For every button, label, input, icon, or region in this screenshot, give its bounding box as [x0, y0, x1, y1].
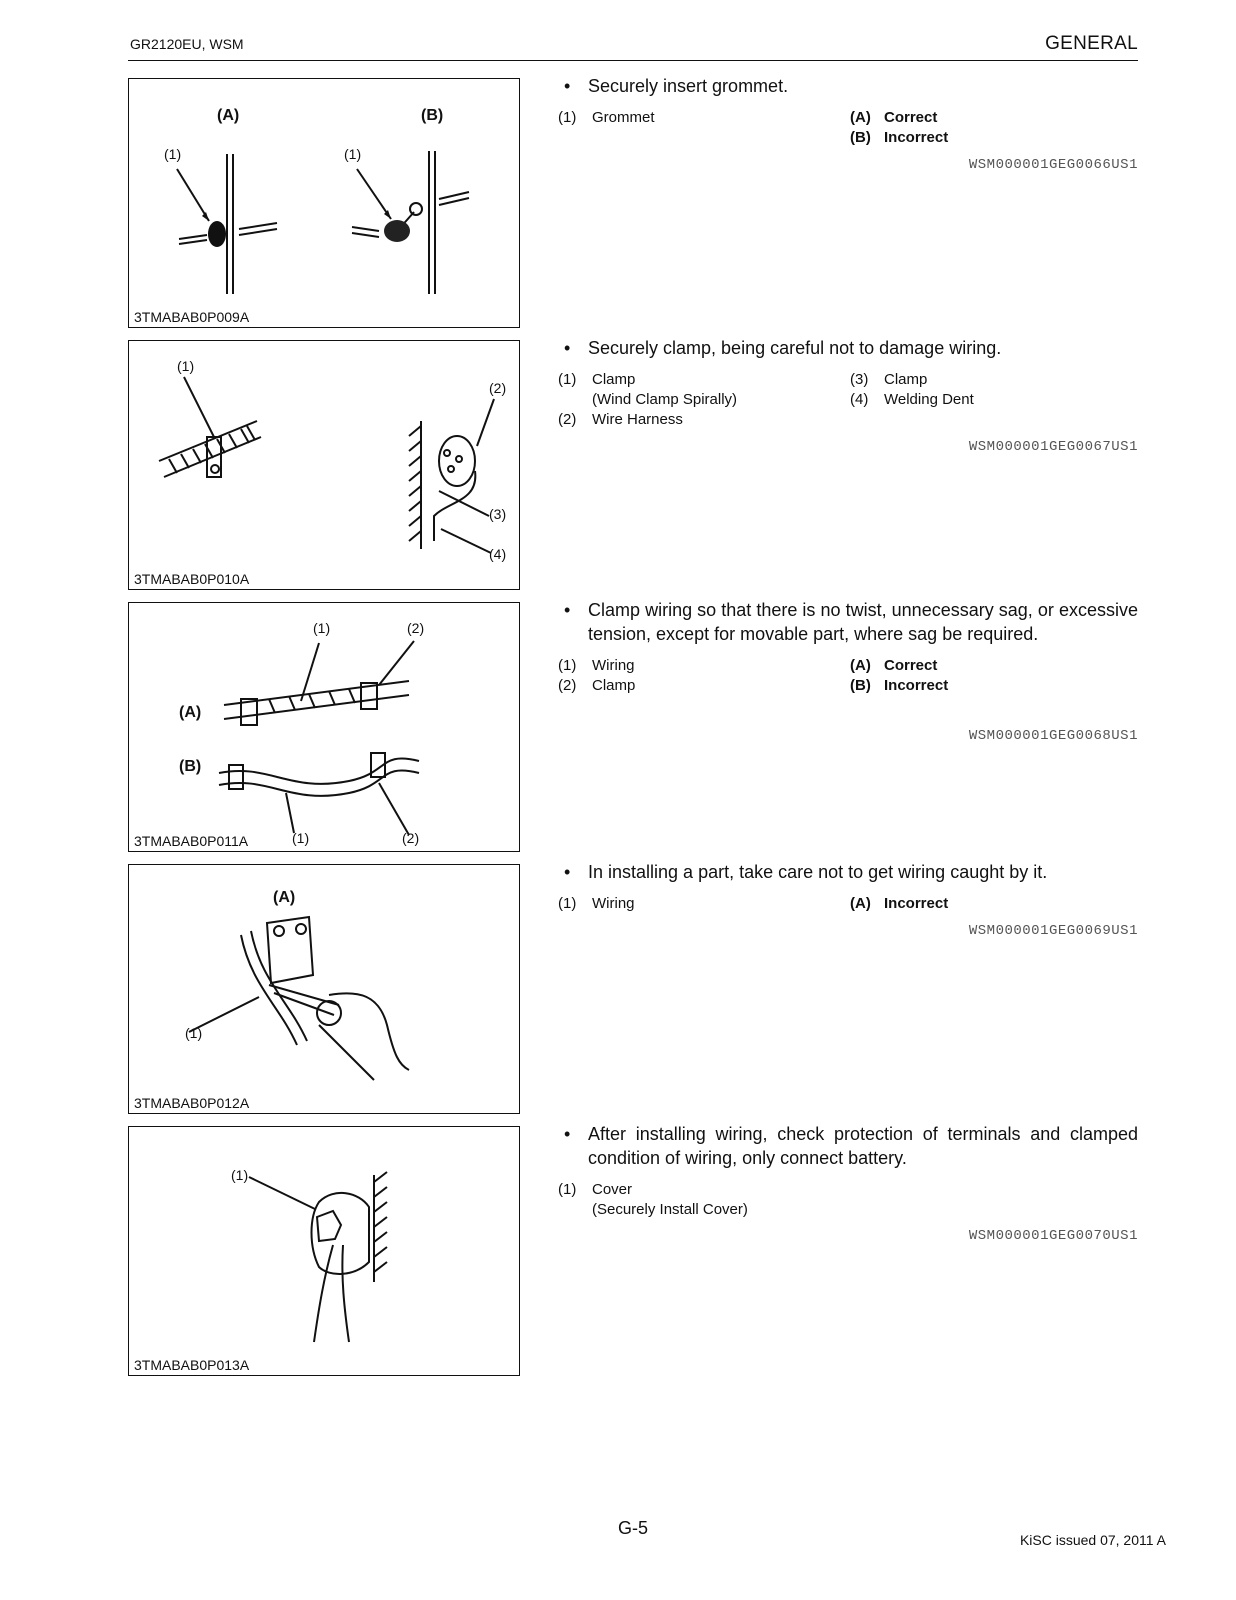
- grommet-illustration: [129, 79, 518, 326]
- fig2-label-4: (4): [489, 546, 507, 562]
- item-letter: (A): [850, 109, 871, 126]
- fig4-label-1: (1): [185, 1025, 203, 1041]
- fig1-label-1a: (1): [164, 146, 182, 162]
- fig3-label-b: (B): [179, 758, 202, 775]
- item-text: Clamp: [592, 371, 636, 388]
- item-text: Correct: [884, 657, 938, 674]
- instruction-caught: [558, 860, 1138, 939]
- fig4-label-a: (A): [273, 889, 296, 906]
- item-number: (4): [850, 391, 869, 408]
- header-rule: [128, 60, 1138, 61]
- doc-code: WSM000001GEG0066US1: [968, 157, 1138, 173]
- figure-grommet: [128, 78, 520, 328]
- item-number: [558, 390, 592, 410]
- figure-code: 3TMABAB0P013A: [134, 1357, 250, 1373]
- item-number: (2): [558, 411, 577, 428]
- figure-code: 3TMABAB0P011A: [134, 833, 249, 849]
- fig3-label-1-bottom: (1): [292, 830, 310, 846]
- instruction-grommet: [558, 74, 1138, 173]
- figure-terminal-cover: [128, 1126, 520, 1376]
- item-number: [558, 1200, 592, 1220]
- instruction-clamp: [558, 336, 1138, 455]
- item-text: Clamp: [592, 677, 636, 694]
- figure-code: 3TMABAB0P009A: [134, 309, 250, 325]
- legend: [558, 1180, 1138, 1220]
- bullet-text: After installing wiring, check protection of terminals and clamped condition of wiring, only connect battery.: [588, 1124, 1138, 1168]
- fig3-label-1: (1): [313, 620, 331, 636]
- fig2-label-2: (2): [489, 380, 507, 396]
- fig1-label-b: (B): [421, 107, 444, 124]
- legend: [558, 894, 1138, 914]
- item-letter: (B): [850, 129, 871, 146]
- fig2-label-1: (1): [177, 358, 195, 374]
- fig1-label-1b: (1): [344, 146, 362, 162]
- page-number: G-5: [618, 1518, 649, 1538]
- item-letter: (A): [850, 895, 871, 912]
- bullet-dot: •: [564, 76, 571, 96]
- legend: [558, 108, 1138, 148]
- instruction-sag: [558, 598, 1138, 744]
- fig3-label-a: (A): [179, 704, 202, 721]
- item-text: Wiring: [592, 657, 635, 674]
- item-text: Cover: [592, 1181, 633, 1198]
- sag-illustration: [129, 603, 518, 850]
- legend: [558, 370, 1138, 430]
- item-text: Correct: [884, 109, 938, 126]
- item-text: Incorrect: [884, 677, 949, 694]
- fig5-label-1: (1): [231, 1167, 249, 1183]
- figure-caught-wiring: [128, 864, 520, 1114]
- bullet-text: Clamp wiring so that there is no twist, unnecessary sag, or excessive tension, except for movable part, where sag be required.: [588, 600, 1138, 644]
- item-number: (1): [558, 109, 577, 126]
- header-section: GENERAL: [1045, 33, 1138, 54]
- item-text: Welding Dent: [884, 391, 974, 408]
- bullet-dot: •: [564, 600, 571, 620]
- item-text: Wire Harness: [592, 411, 683, 428]
- fig2-label-3: (3): [489, 506, 507, 522]
- item-text: (Wind Clamp Spirally): [592, 391, 738, 408]
- figure-code: 3TMABAB0P012A: [134, 1095, 250, 1111]
- fig3-label-2-bottom: (2): [402, 830, 420, 846]
- item-number: (1): [558, 1181, 577, 1198]
- item-text: Grommet: [592, 109, 655, 126]
- bullet-dot: •: [564, 1124, 571, 1144]
- bullet-dot: •: [564, 338, 571, 358]
- doc-code: WSM000001GEG0067US1: [968, 439, 1138, 455]
- item-number: (1): [558, 371, 577, 388]
- doc-code: WSM000001GEG0070US1: [968, 1228, 1138, 1244]
- fig3-label-2: (2): [407, 620, 425, 636]
- instruction-cover: [558, 1122, 1138, 1244]
- issue-info: KiSC issued 07, 2011 A: [1019, 1532, 1166, 1548]
- doc-code: WSM000001GEG0069US1: [968, 923, 1138, 939]
- clamp-illustration: [129, 341, 518, 588]
- item-text: Clamp: [884, 371, 928, 388]
- item-text: Incorrect: [884, 895, 949, 912]
- item-text: Wiring: [592, 895, 635, 912]
- item-letter: (B): [850, 677, 871, 694]
- item-text: (Securely Install Cover): [592, 1201, 748, 1218]
- item-number: (3): [850, 371, 869, 388]
- caught-wiring-illustration: [129, 865, 518, 1112]
- legend: [558, 656, 1138, 696]
- bullet-text: Securely insert grommet.: [588, 76, 789, 96]
- fig1-label-a: (A): [217, 107, 240, 124]
- figure-code: 3TMABAB0P010A: [134, 571, 250, 587]
- bullet-text: In installing a part, take care not to get wiring caught by it.: [588, 862, 1048, 882]
- bullet-dot: •: [564, 862, 571, 882]
- doc-code: WSM000001GEG0068US1: [968, 728, 1138, 744]
- figure-clamp: [128, 340, 520, 590]
- item-text: Incorrect: [884, 129, 949, 146]
- cover-illustration: [129, 1127, 518, 1374]
- header-model: GR2120EU, WSM: [130, 36, 244, 52]
- figure-wiring-sag: [128, 602, 520, 852]
- item-number: (1): [558, 895, 577, 912]
- item-number: (2): [558, 677, 577, 694]
- bullet-text: Securely clamp, being careful not to damage wiring.: [588, 338, 1002, 358]
- item-number: (1): [558, 657, 577, 674]
- item-letter: (A): [850, 657, 871, 674]
